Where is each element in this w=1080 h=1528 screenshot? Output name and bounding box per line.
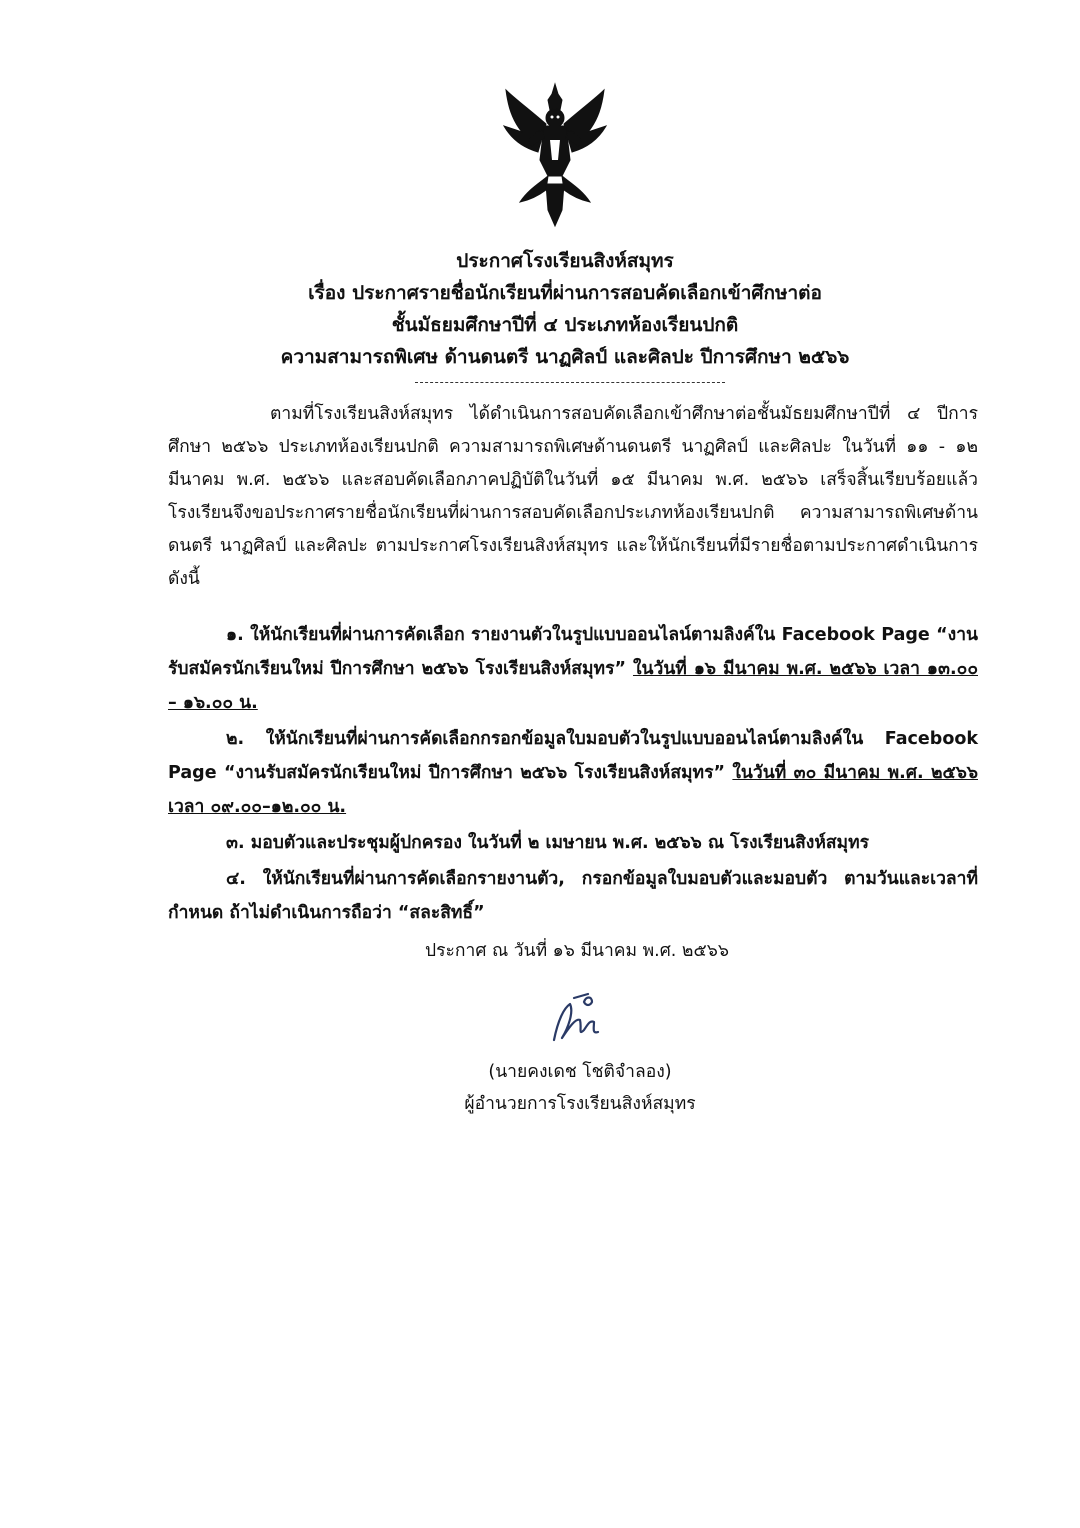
instruction-item (168, 722, 978, 824)
intro-text: ตามที่โรงเรียนสิงห์สมุทร ได้ดำเนินการสอบคัดเลือกเข้าศึกษาต่อชั้นมัธยมศึกษาปีที่ ๔ ปีการศึกษา ๒๕๖๖ ประเภทห้องเรียนปกติ ความสามารถพิเศษด้านดนตรี นาฏศิลป์ และศิลปะ ในวันที่ ๑๑ - ๑๒ มีนาคม พ.ศ. ๒๕๖๖ และสอบคัดเลือกภาคปฏิบัติในวันที่ ๑๕ มีนาคม พ.ศ. ๒๕๖๖ เสร็จสิ้นเรียบร้อยแล้ว โรงเรียนจึงขอประกาศรายชื่อนักเรียนที่ผ่านการสอบคัดเลือกประเภทห้องเรียนปกติ ความสามารถพิเศษด้านดนตรี นาฏศิลป์ และศิลปะ ตามประกาศโรงเรียนสิงห์สมุทร และให้นักเรียนที่มีรายชื่อตามประกาศดำเนินการดังนี้ (168, 404, 978, 589)
signer-position: ผู้อำนวยการโรงเรียนสิงห์สมุทร (464, 1094, 696, 1114)
intro-paragraph (168, 398, 978, 596)
header-divider (415, 382, 725, 383)
instruction-text: ๑. ให้นักเรียนที่ผ่านการคัดเลือก รายงานตัวในรูปแบบออนไลน์ตามลิงค์ใน Facebook Page “งานรับสมัครนักเรียนใหม่ ปีการศึกษา ๒๕๖๖ โรงเรียนสิงห์สมุทร” (168, 625, 978, 679)
signer-block (430, 1056, 730, 1120)
header-issuer: ประกาศโรงเรียนสิงห์สมุทร (456, 250, 674, 272)
announcement-date: ประกาศ ณ วันที่ ๑๖ มีนาคม พ.ศ. ๒๕๖๖ (425, 941, 729, 961)
instruction-deadline: ในวันที่ ๓๐ มีนาคม พ.ศ. ๒๕๖๖ เวลา ๐๙.๐๐–๑๒.๐๐ น. (168, 763, 978, 817)
instruction-text: ๒. ให้นักเรียนที่ผ่านการคัดเลือกกรอกข้อมูลใบมอบตัวในรูปแบบออนไลน์ตามลิงค์ใน Facebook Page “งานรับสมัครนักเรียนใหม่ ปีการศึกษา ๒๕๖๖ โรงเรียนสิงห์สมุทร” (168, 729, 978, 783)
instruction-item (168, 826, 978, 860)
instruction-item (168, 618, 978, 720)
garuda-emblem-icon (500, 80, 610, 230)
header-program: ความสามารถพิเศษ ด้านดนตรี นาฏศิลป์ และศิลปะ ปีการศึกษา ๒๕๖๖ (280, 346, 850, 368)
instruction-text: ๓. มอบตัวและประชุมผู้ปกครอง ในวันที่ ๒ เมษายน พ.ศ. ๒๕๖๖ ณ โรงเรียนสิงห์สมุทร (226, 833, 870, 853)
announcement-header (160, 245, 970, 373)
signer-name: (นายคงเดช โชติจำลอง) (488, 1062, 672, 1082)
signature-icon (540, 990, 610, 1050)
instruction-deadline: ในวันที่ ๑๖ มีนาคม พ.ศ. ๒๕๖๖ เวลา ๑๓.๐๐ – ๑๖.๐๐ น. (168, 659, 978, 713)
instruction-list (168, 618, 978, 932)
instruction-text: ๔. ให้นักเรียนที่ผ่านการคัดเลือกรายงานตัว, กรอกข้อมูลใบมอบตัวและมอบตัว ตามวันและเวลาที่กำหนด ถ้าไม่ดำเนินการถือว่า “สละสิทธิ์” (168, 869, 978, 923)
instruction-item (168, 862, 978, 930)
header-grade: ชั้นมัธยมศึกษาปีที่ ๔ ประเภทห้องเรียนปกติ (391, 314, 739, 336)
header-subject: เรื่อง ประกาศรายชื่อนักเรียนที่ผ่านการสอบคัดเลือกเข้าศึกษาต่อ (308, 282, 822, 304)
